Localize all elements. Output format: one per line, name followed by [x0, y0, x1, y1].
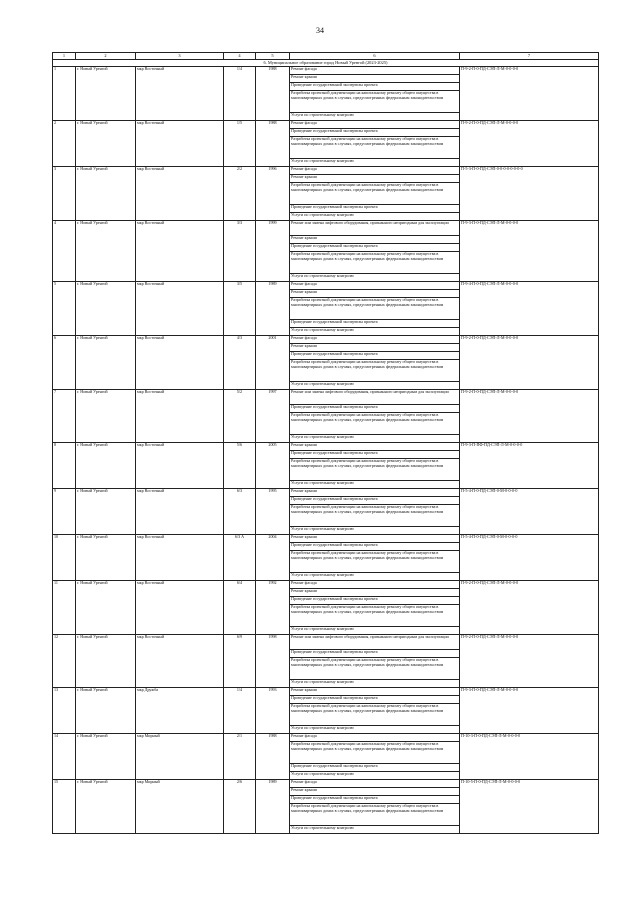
row-year: 1996 [256, 167, 290, 221]
work-item: Разработка проектной документации на капитальному ремонту общего имущества в многоквартирных домах в случаях, предусмотренных федеральным законодательством [290, 137, 460, 159]
work-item: Проведение государственной экспертизы проекта [290, 764, 460, 772]
row-year: 1992 [256, 581, 290, 635]
row-number: 13 [53, 688, 76, 734]
row-city: г. Новый Уренгой [76, 336, 136, 390]
row-year: 2004 [256, 535, 290, 581]
work-item: Ремонт фасада [290, 167, 460, 175]
row-number: 5 [53, 282, 76, 336]
table-row [53, 121, 599, 129]
work-item: Ремонт крыши [290, 236, 460, 244]
table-row [53, 734, 599, 742]
table-row [53, 282, 599, 290]
work-item: Разработка проектной документации на капитальному ремонту общего имущества в многоквартирных домах в случаях, предусмотренных федеральным законодательством [290, 183, 460, 205]
row-city: г. Новый Уренгой [76, 221, 136, 282]
work-item: Проведение государственной экспертизы проекта [290, 543, 460, 551]
table-row [53, 443, 599, 451]
row-year: 1997 [256, 390, 290, 443]
work-item: Ремонт или замена лифтового оборудования, признанного непригодным для эксплуатации [290, 221, 460, 236]
row-year: 2001 [256, 336, 290, 390]
table-row [53, 688, 599, 696]
row-code: Π-9-2-Π-0-ПД-СЭП-Л-М-0-0-0-0 [460, 67, 599, 121]
work-item: Услуги по строительному контролю [290, 382, 460, 390]
work-item: Проведение государственной экспертизы проекта [290, 597, 460, 605]
table-row [53, 67, 599, 75]
row-district: мкр Дружба [136, 688, 224, 734]
work-item: Ремонт крыши [290, 489, 460, 497]
table-row [53, 635, 599, 650]
work-item: Ремонт крыши [290, 443, 460, 451]
row-district: мкр Восточный [136, 581, 224, 635]
work-item: Проведение государственной экспертизы проекта [290, 451, 460, 459]
work-item: Ремонт фасада [290, 734, 460, 742]
work-item: Ремонт фасада [290, 121, 460, 129]
row-number: 3 [53, 167, 76, 221]
row-code: Π-10-3-Π-0-ПД-СЭП-Л-М-0-0-0-0 [460, 734, 599, 780]
row-city: г. Новый Уренгой [76, 635, 136, 688]
row-district: мкр Восточный [136, 535, 224, 581]
work-item: Разработка проектной документации на капитальному ремонту общего имущества в многоквартирных домах в случаях, предусмотренных федеральным законодательством [290, 551, 460, 573]
row-city: г. Новый Уренгой [76, 282, 136, 336]
row-number: 15 [53, 780, 76, 834]
work-item: Услуги по строительному контролю [290, 159, 460, 167]
row-year: 1988 [256, 121, 290, 167]
work-item: Услуги по строительному контролю [290, 573, 460, 581]
row-city: г. Новый Уренгой [76, 489, 136, 535]
work-item: Ремонт крыши [290, 344, 460, 352]
row-code: Π-5-3-Π-0-ПД-СЭП-0-0-0-0-0-0-0-0 [460, 167, 599, 221]
row-district: мкр Мирный [136, 734, 224, 780]
header-cell: 2 [76, 53, 136, 60]
row-house: 1/4 [224, 67, 256, 121]
work-item: Услуги по строительному контролю [290, 274, 460, 282]
row-year: 1989 [256, 780, 290, 834]
work-item: Услуги по строительному контролю [290, 680, 460, 688]
work-item: Разработка проектной документации на капитальному ремонту общего имущества в многоквартирных домах в случаях, предусмотренных федеральным законодательством [290, 413, 460, 435]
row-house: 6/3 А [224, 535, 256, 581]
work-item: Услуги по строительному контролю [290, 627, 460, 635]
table-row [53, 336, 599, 344]
row-number: 12 [53, 635, 76, 688]
work-item: Ремонт крыши [290, 589, 460, 597]
work-item: Проведение государственной экспертизы проекта [290, 83, 460, 91]
row-code: Π-9-2-Π-0-ПД-СЭП-Л-М-0-0-0-0 [460, 581, 599, 635]
row-city: г. Новый Уренгой [76, 121, 136, 167]
row-number: 6 [53, 336, 76, 390]
work-item: Ремонт фасада [290, 282, 460, 290]
row-district: мкр Восточный [136, 67, 224, 121]
table-row [53, 167, 599, 175]
row-number: 7 [53, 390, 76, 443]
work-item: Разработка проектной документации на капитальному ремонту общего имущества в многоквартирных домах в случаях, предусмотренных федеральным законодательством [290, 252, 460, 274]
row-city: г. Новый Уренгой [76, 581, 136, 635]
work-item: Разработка проектной документации на капитальному ремонту общего имущества в многоквартирных домах в случаях, предусмотренных федеральным законодательством [290, 658, 460, 680]
row-code: Π-9-2-Π-0-ПД-СЭП-Л-М-0-0-0-0 [460, 336, 599, 390]
row-house: 6/9 [224, 635, 256, 688]
row-code: Π-9-2-Π-0-ПД-СЭП-Л-М-0-0-0-0 [460, 635, 599, 688]
row-code: Π-10-5-Π-0-ПД-СЭП-Л-М-0-0-0-0 [460, 780, 599, 834]
work-item: Проведение государственной экспертизы проекта [290, 320, 460, 328]
work-item: Ремонт крыши [290, 688, 460, 696]
row-district: мкр Мирный [136, 780, 224, 834]
row-code: Π-9-3-Π-ПФ-ПД-СЭП-Л-М-0-0-0-0 [460, 443, 599, 489]
table-row [53, 535, 599, 543]
section-title: 6. Муниципальное образование город Новый Уренгой (2023-2025) [53, 60, 599, 67]
row-house: 4/3 [224, 336, 256, 390]
work-item: Ремонт фасада [290, 67, 460, 75]
row-city: г. Новый Уренгой [76, 780, 136, 834]
row-code: Π-5-4-Π-0-ПД-СЭП-0-М-0-0-0-0 [460, 535, 599, 581]
row-code: Π-9-3-П-0-ПД-СЭП-Л-М-0-0-0-0 [460, 221, 599, 282]
row-district: мкр Восточный [136, 336, 224, 390]
row-number: 4 [53, 221, 76, 282]
row-house: 1/5 [224, 121, 256, 167]
work-item: Услуги по строительному контролю [290, 328, 460, 336]
header-cell: 5 [256, 53, 290, 60]
work-item: Проведение государственной экспертизы проекта [290, 129, 460, 137]
work-item: Проведение государственной экспертизы проекта [290, 497, 460, 505]
work-item: Услуги по строительному контролю [290, 826, 460, 834]
row-house: 3/5 [224, 282, 256, 336]
row-district: мкр Восточный [136, 443, 224, 489]
work-item: Услуги по строительному контролю [290, 435, 460, 443]
work-item: Ремонт или замена лифтового оборудования, признанного непригодным для эксплуатации [290, 635, 460, 650]
row-city: г. Новый Уренгой [76, 734, 136, 780]
row-number: 1 [53, 67, 76, 121]
row-house: 1/4 [224, 688, 256, 734]
row-number: 14 [53, 734, 76, 780]
row-city: г. Новый Уренгой [76, 443, 136, 489]
header-row [53, 53, 599, 60]
work-item: Разработка проектной документации на капитальному ремонту общего имущества в многоквартирных домах в случаях, предусмотренных федеральным законодательством [290, 605, 460, 627]
work-item: Ремонт фасада [290, 780, 460, 788]
row-code: Π-9-2-Π-0-ПД-СЭП-Л-М-0-0-0-0 [460, 121, 599, 167]
row-year: 1999 [256, 221, 290, 282]
row-code: Π-5-4-Π-0-ПД-СЭП-0-М-0-0-0-0 [460, 489, 599, 535]
row-code: Π-9-4-Π-0-ПД-СЭП-Л-М-0-0-0-0 [460, 282, 599, 336]
row-district: мкр Восточный [136, 221, 224, 282]
work-item: Услуги по строительному контролю [290, 481, 460, 489]
header-cell: 1 [53, 53, 76, 60]
work-item: Ремонт фасада [290, 581, 460, 589]
work-item: Ремонт крыши [290, 535, 460, 543]
work-item: Услуги по строительному контролю [290, 726, 460, 734]
work-item: Проведение государственной экспертизы проекта [290, 650, 460, 658]
row-house: 6/3 [224, 489, 256, 535]
work-item: Ремонт фасада [290, 336, 460, 344]
registry-table [52, 52, 599, 834]
row-house: 2/1 [224, 734, 256, 780]
work-item: Разработка проектной документации на капитальному ремонту общего имущества в многоквартирных домах в случаях, предусмотренных федеральным законодательством [290, 704, 460, 726]
row-year: 1988 [256, 734, 290, 780]
header-cell: 4 [224, 53, 256, 60]
work-item: Услуги по строительному контролю [290, 113, 460, 121]
page-number: 34 [316, 26, 324, 35]
table-row [53, 390, 599, 405]
row-year: 2005 [256, 443, 290, 489]
work-item: Проведение государственной экспертизы проекта [290, 244, 460, 252]
table-row [53, 780, 599, 788]
work-item: Проведение государственной экспертизы проекта [290, 696, 460, 704]
row-year: 1989 [256, 282, 290, 336]
work-item: Разработка проектной документации на капитальному ремонту общего имущества в многоквартирных домах в случаях, предусмотренных федеральным законодательством [290, 459, 460, 481]
row-number: 8 [53, 443, 76, 489]
work-item: Услуги по строительному контролю [290, 527, 460, 535]
table-row [53, 581, 599, 589]
work-item: Ремонт крыши [290, 75, 460, 83]
work-item: Разработка проектной документации на капитальному ремонту общего имущества в многоквартирных домах в случаях, предусмотренных федеральным законодательством [290, 505, 460, 527]
work-item: Проведение государственной экспертизы проекта [290, 405, 460, 413]
row-district: мкр Восточный [136, 121, 224, 167]
header-cell: 7 [460, 53, 599, 60]
row-city: г. Новый Уренгой [76, 688, 136, 734]
row-house: 5/2 [224, 390, 256, 443]
row-house: 2/6 [224, 780, 256, 834]
header-cell: 3 [136, 53, 224, 60]
row-house: 2/2 [224, 167, 256, 221]
row-district: мкр Восточный [136, 167, 224, 221]
row-district: мкр Восточный [136, 635, 224, 688]
row-district: мкр Восточный [136, 489, 224, 535]
work-item: Ремонт крыши [290, 175, 460, 183]
row-code: Π-9-2-Π-0-ПД-СЭП-Л-М-0-0-0-0 [460, 390, 599, 443]
header-cell: 6 [290, 53, 460, 60]
row-code: Π-9-3-Π-0-ПД-СЭП-Л-М-0-0-0-0 [460, 688, 599, 734]
row-number: 2 [53, 121, 76, 167]
row-year: 1998 [256, 635, 290, 688]
work-item: Услуги по строительному контролю [290, 213, 460, 221]
row-city: г. Новый Уренгой [76, 390, 136, 443]
row-city: г. Новый Уренгой [76, 535, 136, 581]
work-item: Ремонт крыши [290, 290, 460, 298]
work-item: Ремонт или замена лифтового оборудования, признанного непригодным для эксплуатации [290, 390, 460, 405]
table-row [53, 221, 599, 236]
row-house: 6/4 [224, 581, 256, 635]
row-city: г. Новый Уренгой [76, 167, 136, 221]
row-number: 9 [53, 489, 76, 535]
row-year: 1995 [256, 489, 290, 535]
row-house: 5/6 [224, 443, 256, 489]
row-district: мкр Восточный [136, 282, 224, 336]
section-row [53, 60, 599, 67]
row-year: 1988 [256, 67, 290, 121]
work-item: Услуги по строительному контролю [290, 772, 460, 780]
work-item: Разработка проектной документации на капитальному ремонту общего имущества в многоквартирных домах в случаях, предусмотренных федеральным законодательством [290, 298, 460, 320]
row-city: г. Новый Уренгой [76, 67, 136, 121]
work-item: Проведение государственной экспертизы проекта [290, 352, 460, 360]
row-number: 10 [53, 535, 76, 581]
row-district: мкр Восточный [136, 390, 224, 443]
table-row [53, 489, 599, 497]
work-item: Проведение государственной экспертизы проекта [290, 796, 460, 804]
work-item: Ремонт крыши [290, 788, 460, 796]
work-item: Разработка проектной документации на капитальному ремонту общего имущества в многоквартирных домах в случаях, предусмотренных федеральным законодательством [290, 742, 460, 764]
row-house: 3/3 [224, 221, 256, 282]
row-number: 11 [53, 581, 76, 635]
work-item: Проведение государственной экспертизы проекта [290, 205, 460, 213]
work-item: Разработка проектной документации на капитальному ремонту общего имущества в многоквартирных домах в случаях, предусмотренных федеральным законодательством [290, 91, 460, 113]
row-year: 1993 [256, 688, 290, 734]
work-item: Разработка проектной документации на капитальному ремонту общего имущества в многоквартирных домах в случаях, предусмотренных федеральным законодательством [290, 804, 460, 826]
work-item: Разработка проектной документации на капитальному ремонту общего имущества в многоквартирных домах в случаях, предусмотренных федеральным законодательством [290, 360, 460, 382]
